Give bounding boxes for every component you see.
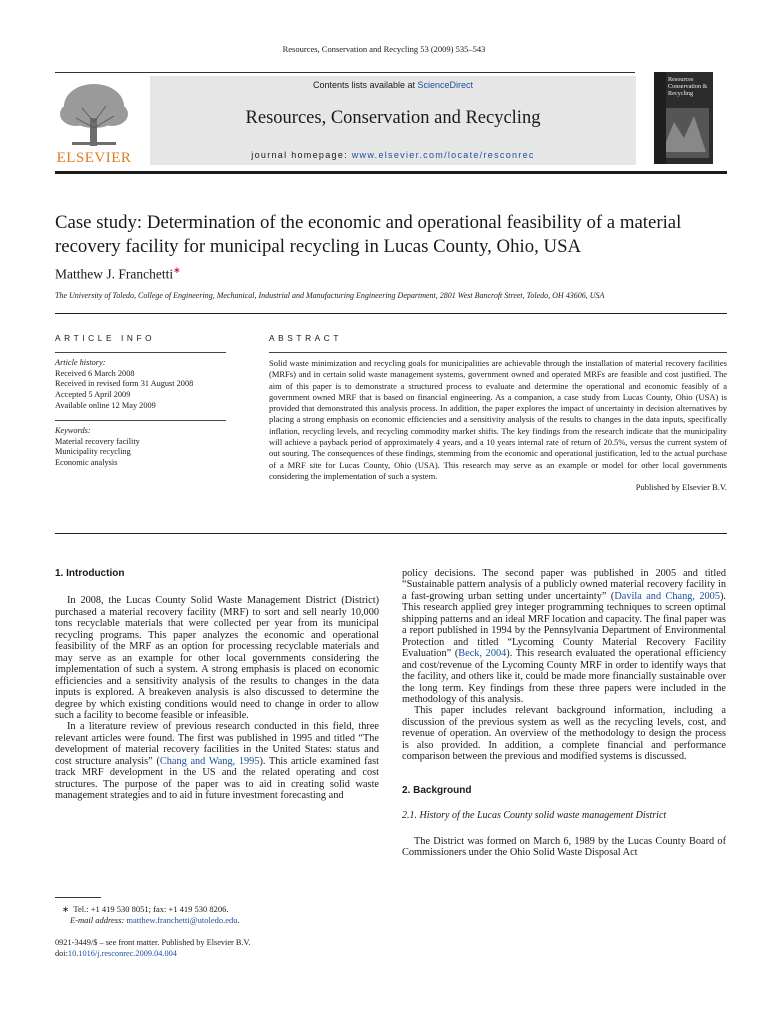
doi-label: doi:: [55, 948, 68, 958]
footnote-contact: [62, 904, 240, 915]
paragraph-text: ). This research applied grey integer programming techniques to screen optimal shipping patterns and an ideal MRF location and capacity. The final paper was a report published in 1994 by the Pennsylvania Department of Environmental Protection and titled “Lycoming County Material Recovery Facility Evaluation” (: [402, 590, 726, 660]
paragraph-text: In a literature review of previous research conducted in this field, three relevant articles were found. The first was published in 1995 and titled “The development of material recovery facilities in the United States: status and cost structure analysis” (: [55, 721, 379, 767]
paragraph-text: policy decisions. The second paper was published in 2005 and titled “Sustainable pattern analysis of a publicly owned material recovery facility in a fast-growing urban setting under uncertainty” (: [402, 568, 726, 602]
article-info-heading: ARTICLE INFO: [55, 333, 156, 343]
history-online: Available online 12 May 2009: [55, 400, 156, 410]
homepage-link[interactable]: www.elsevier.com/locate/resconrec: [351, 150, 535, 160]
paragraph-text: ). This article examined fast track MRF development in the US and the related operating and cost structures. The purpose of the paper was to aid in creating solid waste management strategies and to aid in future investment forecasting and: [55, 755, 379, 802]
bottom-meta: [55, 938, 251, 959]
footnote: [62, 904, 240, 925]
sciencedirect-link[interactable]: ScienceDirect: [417, 80, 474, 90]
header-rule: [55, 72, 635, 73]
author-name: Matthew J. Franchetti: [55, 266, 174, 282]
abstract-rule: [269, 352, 727, 353]
keyword: Municipality recycling: [55, 447, 131, 457]
doi-line: [55, 949, 251, 960]
abstract-published: Published by Elsevier B.V.: [635, 482, 727, 493]
author-footnote-mark[interactable]: ∗: [173, 265, 181, 275]
contents-prefix: Contents lists available at: [312, 80, 418, 90]
affiliation: The University of Toledo, College of Engineering, Mechanical, Industrial and Manufacturing Engineering Department, 2801 West Bancroft Street, Toledo, OH 43606, USA: [55, 291, 605, 300]
footnote-mark: ∗: [62, 904, 70, 914]
article-history: [55, 358, 226, 412]
author-line: [55, 265, 181, 283]
right-column: [402, 568, 726, 859]
paragraph: In 2008, the Lucas County Solid Waste Management District (District) purchased a material recovery facility (MRF) to sort and sell nearly 10,000 tons recyclable materials that were collected per year from its municipal recycling programs. This paper analyzes the economic and operational feasibility of the MRF as an option for processing recyclable materials and may serve as an example for other local governments considering the implementation of such a system. A strong emphasis is placed on economic efficiencies and a sensitivity analysis of the results to changes in the data inputs is explored. A breakeven analysis is also discussed to determine the degree by which existing conditions would need to change in order to allow such a facility to become feasible or infeasible.: [55, 595, 379, 721]
history-accepted: Accepted 5 April 2009: [55, 390, 131, 400]
keyword: Material recovery facility: [55, 436, 140, 446]
article-info-rule: [55, 352, 226, 353]
title-rule: [55, 313, 727, 314]
email-label: E-mail address:: [70, 914, 127, 925]
cover-title: Resources Conservation & Recycling: [668, 76, 708, 98]
history-revised: Received in revised form 31 August 2008: [55, 379, 194, 389]
keywords: [55, 426, 226, 469]
keywords-rule: [55, 420, 226, 421]
issn-line: 0921-3449/$ – see front matter. Published by Elsevier B.V.: [55, 938, 251, 947]
paragraph: The District was formed on March 6, 1989 by the Lucas County Board of Commissioners under the Ohio Solid Waste Disposal Act: [402, 835, 726, 859]
publisher-name: ELSEVIER: [56, 150, 132, 166]
history-received: Received 6 March 2008: [55, 368, 135, 378]
doi-link[interactable]: 10.1016/j.resconrec.2009.04.004: [67, 948, 177, 958]
abstract-body: [269, 358, 727, 494]
footnote-email-line: [62, 915, 240, 926]
keyword: Economic analysis: [55, 458, 118, 468]
citation-link[interactable]: Davila and Chang, 2005: [614, 590, 720, 602]
left-column: [55, 568, 379, 802]
footnote-tel: Tel.: +1 419 530 8051; fax: +1 419 530 8206.: [73, 904, 229, 914]
running-header: Resources, Conservation and Recycling 53 (2009) 535–543: [282, 44, 486, 54]
abstract-text: Solid waste minimization and recycling goals for municipalities are achievable through the installation of material recovery facilities (MRFs) and in certain solid waste management systems, government owned and operated MRFs are feasible and cost justified. The aim of this paper is to demonstrate a structured process to evaluate and determine the operational and economic feasibly of a government owned MRF that is based on financial engineering. As a companion, a case study from Lucas County, Ohio (USA) is provided that demonstrated this analysis process. In addition, the paper explores the impact of uncertainty in decision alternatives by placing a strong emphasis on economic efficiencies and a sensitivity analysis of the results to changes in the data inputs, specifically inflation, recycling levels, and recycling commodity market shifts. The key findings from the research indicate that the municipality will achieve a payback period of approximately 4 years, and a 10 years internal rate of return of 20.5%, versus the current system of out souring. The consequences of these findings, stemming from the economic and operational justification, led to the actual purchase of a MRF site for Lucas County, Ohio (USA). This research may serve as an example or model for other local governments considering the implementation of such a system.: [269, 358, 727, 481]
contents-line: [150, 80, 636, 90]
section-heading-introduction: 1. Introduction: [55, 568, 125, 579]
abstract-heading: ABSTRACT: [269, 333, 343, 343]
keywords-label: Keywords:: [55, 426, 91, 435]
homepage-prefix: journal homepage:: [251, 150, 352, 160]
citation-link[interactable]: Beck, 2004: [458, 648, 507, 660]
header-thick-rule: [55, 171, 727, 174]
history-label: Article history:: [55, 358, 106, 367]
paragraph: This paper includes relevant background information, including a discussion of the previous system as well as the recycling levels, cost, and revenue of operation. An overview of the methodology to design the process is also provided. In addition, a complete financial and performance comparison between the previous and modified systems is discussed.: [402, 705, 726, 763]
email-suffix: .: [237, 914, 240, 925]
abstract-end-rule: [55, 533, 727, 534]
paragraph: [402, 568, 726, 705]
journal-homepage: [150, 150, 636, 160]
journal-title: Resources, Conservation and Recycling: [245, 108, 541, 128]
subsection-heading: 2.1. History of the Lucas County solid waste management District: [402, 810, 667, 822]
author-email-link[interactable]: matthew.franchetti@utoledo.edu: [126, 914, 238, 925]
paragraph: [55, 721, 379, 801]
citation-link[interactable]: Chang and Wang, 1995: [159, 755, 260, 767]
section-heading-background: 2. Background: [402, 784, 472, 796]
article-title: Case study: Determination of the economic and operational feasibility of a material recovery facility for municipal recycling in Lucas County, Ohio, USA: [55, 212, 682, 257]
paragraph-text: ). This research evaluated the operational efficiency and cost/revenue of the Lycoming County MRF in order to identify ways that the facility, and others like it, could be made more financially sustainable over the long term. Key findings from these three papers were included in the methodology of this analysis.: [402, 648, 726, 705]
footnote-rule: [55, 897, 101, 898]
